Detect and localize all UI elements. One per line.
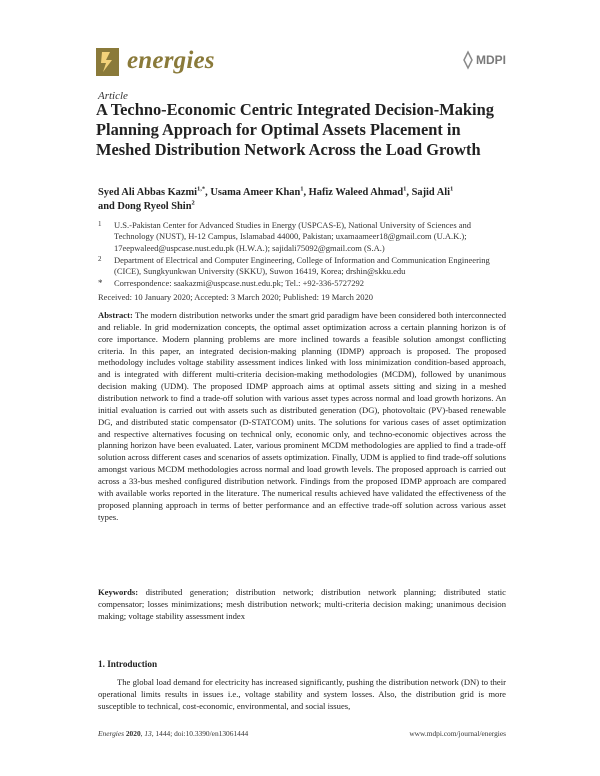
author-affil-mark: 1 (450, 185, 454, 193)
author-affil-mark: 1 (300, 185, 304, 193)
footer-citation: Energies 2020, 13, 1444; doi:10.3390/en13061444 (98, 729, 249, 738)
footer-volume: 13 (144, 729, 152, 738)
keywords (98, 587, 506, 623)
affiliation-mark: 2 (98, 254, 102, 263)
correspondence-text: Correspondence: saakazmi@uspcase.nust.edu.pk; Tel.: +92-336-5727292 (114, 278, 365, 289)
footer-year: 2020 (125, 729, 141, 738)
affiliation-text: Department of Electrical and Computer Engineering, College of Information and Communication Engineering (CICE), Sungkyunkwan University (SKKU), Suwon 16419, Korea; drshin@skku.edu (114, 254, 490, 277)
affiliations (98, 220, 508, 291)
author-separator: , (205, 187, 211, 198)
article-type: Article (98, 90, 128, 102)
publisher-name: MDPI (476, 53, 506, 67)
author-name[interactable]: and Dong Ryeol Shin (98, 201, 192, 212)
paper-title: A Techno-Economic Centric Integrated Decision-Making Planning Approach for Optimal Assets Placement in Meshed Distribution Network Across the Load Growth (96, 100, 494, 159)
author-affil-mark: 2 (191, 199, 195, 207)
author-separator: , (406, 187, 412, 198)
keywords-label: Keywords: (98, 587, 139, 597)
section-heading: 1. Introduction (98, 659, 158, 669)
footer-journal: Energies (98, 729, 124, 738)
author-name[interactable]: Syed Ali Abbas Kazmi (98, 187, 198, 198)
affiliation-mark: * (98, 278, 103, 289)
abstract-text: The modern distribution networks under the smart grid paradigm have been considered both interconnected and reliable. In grid modernization concepts, the optimal asset optimization across a certain planning horizon is of core importance. Modern planning problems are more inclined towards a feasible solution amongst conflicting criteria. In this paper, an integrated decision-making planning (IDMP) approach is proposed. The proposed methodology includes voltage stability assessment indices linked with loss minimization condition-based approach, and is integrated with different multi-criteria decision-making methodologies (MCDM), followed by unanimous decision making (UDM). The proposed IDMP approach aims at optimal assets sitting and sizing in a meshed distribution network to find a trade-off solution with various asset types across normal and load growth horizons. An initial evaluation is carried out with assets such as distributed generation (DG), photovoltaic (PV)-based renewable DG, and distributed static compensator (D-STATCOM) units. The solutions for various cases of asset optimization and respective alternatives focusing on technical only, economic only, and techno-economic objectives across the planning horizon have been evaluated. Later, various prominent MCDM methodologies are applied to find a trade-off solution across different cases and scenarios of assets optimization. Finally, UDM is applied to find trade-off solutions amongst various MCDM methodologies across normal and load growth levels. The proposed approach is carried out across a 33-bus meshed configured distribution network. Findings from the proposed IDMP approach are compared with available works reported in the literature. The numerical results achieved have validated the effectiveness of the proposed planning approach in terms of better performance and an effective trade-off solution across various asset types. (98, 310, 506, 522)
author-name[interactable]: Usama Ameer Khan (210, 187, 301, 198)
author-separator: , (303, 187, 309, 198)
intro-paragraph: The global load demand for electricity has increased significantly, pushing the distribution network (DN) to their operational limits results in issues i.e., voltage stability and system losses. Also, the distribution grid is more susceptible to technical, cost-economic, environmental, and social issues, (98, 677, 506, 712)
energies-logo-icon (96, 48, 119, 76)
abstract-label: Abstract: (98, 310, 133, 320)
author-name[interactable]: Hafiz Waleed Ahmad (308, 187, 404, 198)
publication-dates: Received: 10 January 2020; Accepted: 3 March 2020; Published: 19 March 2020 (98, 292, 374, 302)
abstract (98, 310, 506, 523)
correspondence-item (98, 278, 508, 289)
author-affil-mark: 1 (403, 185, 407, 193)
affiliation-text: U.S.-Pakistan Center for Advanced Studies in Energy (USPCAS-E), National University of Sciences and Technology (NUST), H-12 Campus, Islamabad 44000, Pakistan; uxamaameer18@gmail.com (U.A.K.); 17eepwaleed@uspcase.nust.edu.pk (H.W.A.); sajidali75092@gmail.com (S.A.) (114, 220, 472, 253)
author-affil-mark: 1,* (197, 185, 206, 193)
footer-url[interactable]: www.mdpi.com/journal/energies (409, 729, 506, 738)
affiliation-item (98, 255, 508, 278)
footer-doi[interactable]: , 1444; doi:10.3390/en13061444 (151, 729, 249, 738)
author-list (98, 186, 508, 214)
affiliation-item (98, 220, 508, 254)
affiliation-mark: 1 (98, 220, 102, 228)
author-name[interactable]: Sajid Ali (411, 187, 451, 198)
journal-name: energies (127, 47, 215, 74)
keywords-text: distributed generation; distribution network; distribution network planning; distributed static compensator; losses minimizations; mesh distribution network; multi-criteria decision making; unanimous decision making; voltage stability assessment index (98, 587, 506, 621)
